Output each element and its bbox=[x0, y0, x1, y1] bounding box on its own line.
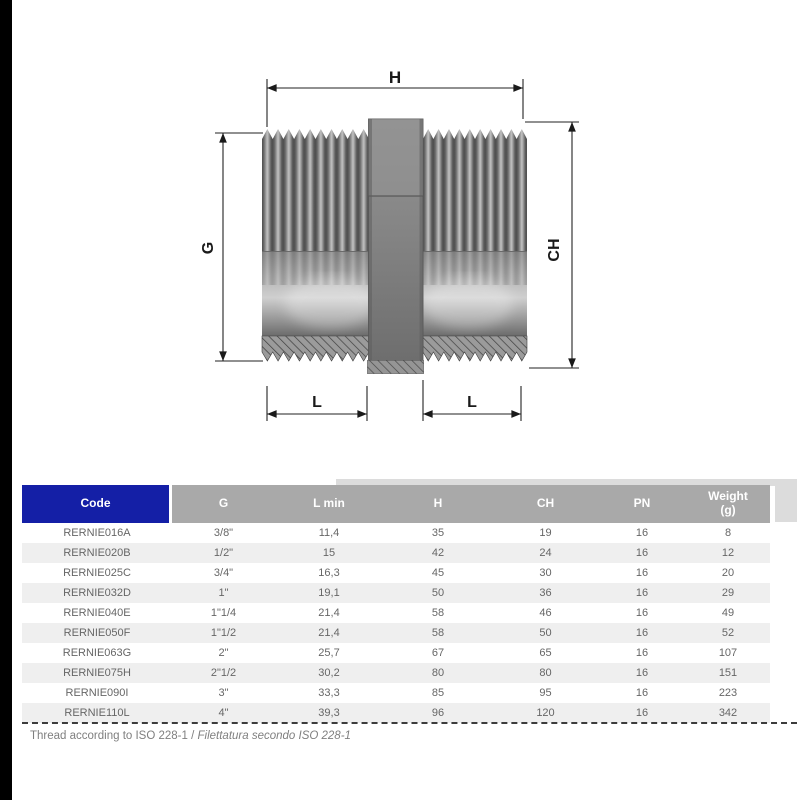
table-row bbox=[22, 603, 770, 623]
table-cell: 120 bbox=[536, 707, 555, 719]
header-ch: CH bbox=[493, 485, 598, 523]
dim-label-ch: CH bbox=[546, 238, 563, 262]
table-row bbox=[22, 583, 770, 603]
table-cell: 4" bbox=[218, 707, 229, 719]
table-cell: 49 bbox=[721, 607, 735, 619]
table-cell: RERNIE040E bbox=[63, 607, 131, 619]
table-row bbox=[22, 623, 770, 643]
table-row bbox=[22, 543, 770, 563]
table-cell: 80 bbox=[431, 667, 445, 679]
table-cell: RERNIE032D bbox=[63, 587, 131, 599]
table-cell: 35 bbox=[431, 527, 445, 539]
table-cell: RERNIE090I bbox=[65, 687, 129, 699]
table-cell: 65 bbox=[539, 647, 552, 659]
table-cell: 16 bbox=[635, 667, 649, 679]
table-cell: 16,3 bbox=[318, 567, 340, 579]
spec-table bbox=[22, 485, 770, 723]
header-weight-line2: (g) bbox=[720, 503, 736, 517]
table-cell: 29 bbox=[721, 587, 735, 599]
table-cell: 15 bbox=[322, 547, 336, 559]
table-cell: 30,2 bbox=[318, 667, 340, 679]
scan-artifact-corner bbox=[775, 479, 797, 522]
table-cell: 46 bbox=[539, 607, 552, 619]
table-cell: 25,7 bbox=[318, 647, 340, 659]
table-cell: 16 bbox=[635, 567, 649, 579]
header-weight-line1: Weight bbox=[708, 489, 748, 504]
table-cell: 33,3 bbox=[318, 687, 340, 699]
table-cell: 42 bbox=[431, 547, 445, 559]
header-g: G bbox=[172, 485, 275, 523]
table-cell: 85 bbox=[431, 687, 445, 699]
table-row bbox=[22, 663, 770, 683]
table-cell: 80 bbox=[539, 667, 552, 679]
table-cell: 1"1/2 bbox=[210, 627, 237, 639]
table-cell: RERNIE050F bbox=[63, 627, 131, 639]
note-english: Thread according to ISO 228-1 bbox=[30, 730, 188, 742]
table-header-row bbox=[22, 485, 770, 523]
hatched-thread-right bbox=[423, 336, 527, 361]
table-bottom-dashed-border bbox=[22, 722, 797, 724]
table-cell: RERNIE063G bbox=[62, 647, 132, 659]
table-cell: 16 bbox=[635, 547, 649, 559]
table-cell: RERNIE016A bbox=[63, 527, 131, 539]
table-cell: 36 bbox=[539, 587, 552, 599]
thread-standard-note bbox=[30, 730, 351, 742]
table-cell: 21,4 bbox=[318, 607, 340, 619]
thread-section-left bbox=[262, 129, 369, 253]
table-cell: 50 bbox=[431, 587, 445, 599]
table-cell: 8 bbox=[724, 527, 732, 539]
header-h: H bbox=[383, 485, 493, 523]
dim-label-l-right: L bbox=[467, 394, 477, 411]
dim-label-l-left: L bbox=[312, 394, 322, 411]
table-cell: 19,1 bbox=[318, 587, 340, 599]
table-cell: 342 bbox=[718, 707, 738, 719]
table-cell: 96 bbox=[431, 707, 445, 719]
table-cell: 3/4" bbox=[213, 567, 234, 579]
dim-label-h: H bbox=[388, 68, 402, 87]
thread-section-right bbox=[423, 129, 527, 253]
note-separator: / bbox=[187, 730, 198, 742]
table-cell: 16 bbox=[635, 527, 649, 539]
header-weight bbox=[686, 485, 770, 523]
table-cell: 12 bbox=[721, 547, 735, 559]
note-italian: Filettatura secondo ISO 228-1 bbox=[197, 730, 351, 742]
table-cell: 24 bbox=[539, 547, 552, 559]
table-cell: 20 bbox=[721, 567, 735, 579]
table-cell: 1/2" bbox=[213, 547, 234, 559]
table-cell: 3/8" bbox=[213, 527, 234, 539]
table-cell: 11,4 bbox=[318, 527, 340, 539]
table-cell: 52 bbox=[721, 627, 735, 639]
hatched-thread-left bbox=[262, 336, 369, 361]
fitting-illustration bbox=[262, 119, 527, 374]
header-pn: PN bbox=[598, 485, 686, 523]
table-cell: 16 bbox=[635, 707, 649, 719]
table-cell: 58 bbox=[431, 627, 445, 639]
table-cell: 2"1/2 bbox=[210, 667, 237, 679]
dim-label-g: G bbox=[200, 241, 217, 255]
table-cell: 223 bbox=[718, 687, 738, 699]
table-cell: RERNIE025C bbox=[63, 567, 131, 579]
table-row bbox=[22, 523, 770, 543]
table-body bbox=[22, 523, 770, 723]
table-cell: 16 bbox=[635, 647, 649, 659]
table-cell: 2" bbox=[218, 647, 229, 659]
table-cell: 16 bbox=[635, 607, 649, 619]
table-row bbox=[22, 563, 770, 583]
table-cell: RERNIE020B bbox=[63, 547, 131, 559]
table-row bbox=[22, 703, 770, 723]
table-cell: 151 bbox=[718, 667, 738, 679]
table-cell: 21,4 bbox=[318, 627, 340, 639]
table-cell: RERNIE075H bbox=[63, 667, 131, 679]
table-cell: 16 bbox=[635, 627, 649, 639]
table-cell: 67 bbox=[431, 647, 445, 659]
table-cell: 30 bbox=[539, 567, 552, 579]
table-cell: 16 bbox=[635, 587, 649, 599]
table-row bbox=[22, 643, 770, 663]
table-row bbox=[22, 683, 770, 703]
header-lmin: L min bbox=[275, 485, 383, 523]
table-cell: 107 bbox=[718, 647, 738, 659]
table-cell: RERNIE110L bbox=[64, 707, 130, 719]
table-cell: 58 bbox=[431, 607, 445, 619]
table-cell: 39,3 bbox=[318, 707, 340, 719]
table-cell: 19 bbox=[539, 527, 552, 539]
table-cell: 50 bbox=[539, 627, 552, 639]
table-cell: 1" bbox=[218, 587, 229, 599]
table-cell: 95 bbox=[539, 687, 552, 699]
table-cell: 1"1/4 bbox=[210, 607, 237, 619]
table-cell: 45 bbox=[431, 567, 445, 579]
table-cell: 3" bbox=[218, 687, 229, 699]
table-cell: 16 bbox=[635, 687, 649, 699]
header-code: Code bbox=[22, 485, 172, 523]
